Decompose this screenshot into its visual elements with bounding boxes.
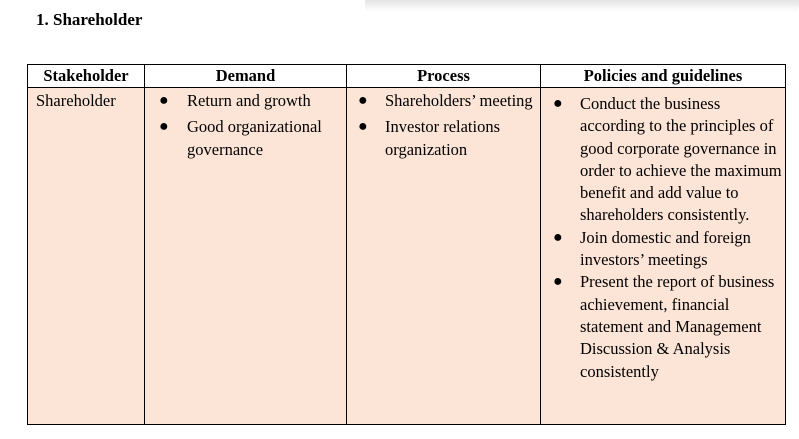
header-stakeholder: Stakeholder bbox=[28, 65, 145, 88]
header-demand: Demand bbox=[145, 65, 347, 88]
policies-cell bbox=[541, 88, 786, 425]
demand-item-2: Good organizational governance bbox=[187, 117, 322, 159]
stakeholder-table bbox=[27, 64, 786, 425]
demand-cell bbox=[145, 88, 347, 425]
table-header-row bbox=[28, 65, 786, 88]
header-process: Process bbox=[347, 65, 541, 88]
list-item bbox=[347, 116, 540, 161]
bullet-icon: ● bbox=[553, 273, 563, 291]
stakeholder-cell: Shareholder bbox=[28, 88, 145, 425]
process-item-2: Investor relations organization bbox=[385, 117, 501, 159]
policy-item-2: Join domestic and foreign investors’ meetings bbox=[580, 227, 751, 270]
table-row bbox=[28, 88, 786, 425]
bullet-icon: ● bbox=[553, 228, 563, 246]
bullet-icon: ● bbox=[358, 118, 368, 136]
list-item bbox=[541, 227, 785, 272]
list-item bbox=[145, 116, 346, 161]
bullet-icon: ● bbox=[159, 92, 169, 109]
list-item bbox=[541, 271, 785, 382]
section-heading: 1. Shareholder bbox=[36, 10, 143, 29]
bullet-icon: ● bbox=[553, 95, 563, 112]
window-shadow bbox=[365, 0, 799, 12]
process-item-1: Shareholders’ meeting bbox=[385, 91, 533, 110]
list-item bbox=[541, 93, 785, 227]
list-item bbox=[347, 90, 540, 112]
policy-item-1: Conduct the business according to the principles of good corporate governance in order to achieve the maximum benefit and add value to shareholders consistently. bbox=[580, 94, 782, 225]
list-item bbox=[145, 90, 346, 112]
header-policies: Policies and guidelines bbox=[541, 65, 786, 88]
process-cell bbox=[347, 88, 541, 425]
policy-item-3: Present the report of business achievement, financial statement and Management Discussion & Analysis consistently bbox=[580, 272, 775, 381]
demand-item-1: Return and growth bbox=[187, 91, 311, 110]
bullet-icon: ● bbox=[159, 118, 169, 136]
bullet-icon: ● bbox=[358, 92, 368, 109]
